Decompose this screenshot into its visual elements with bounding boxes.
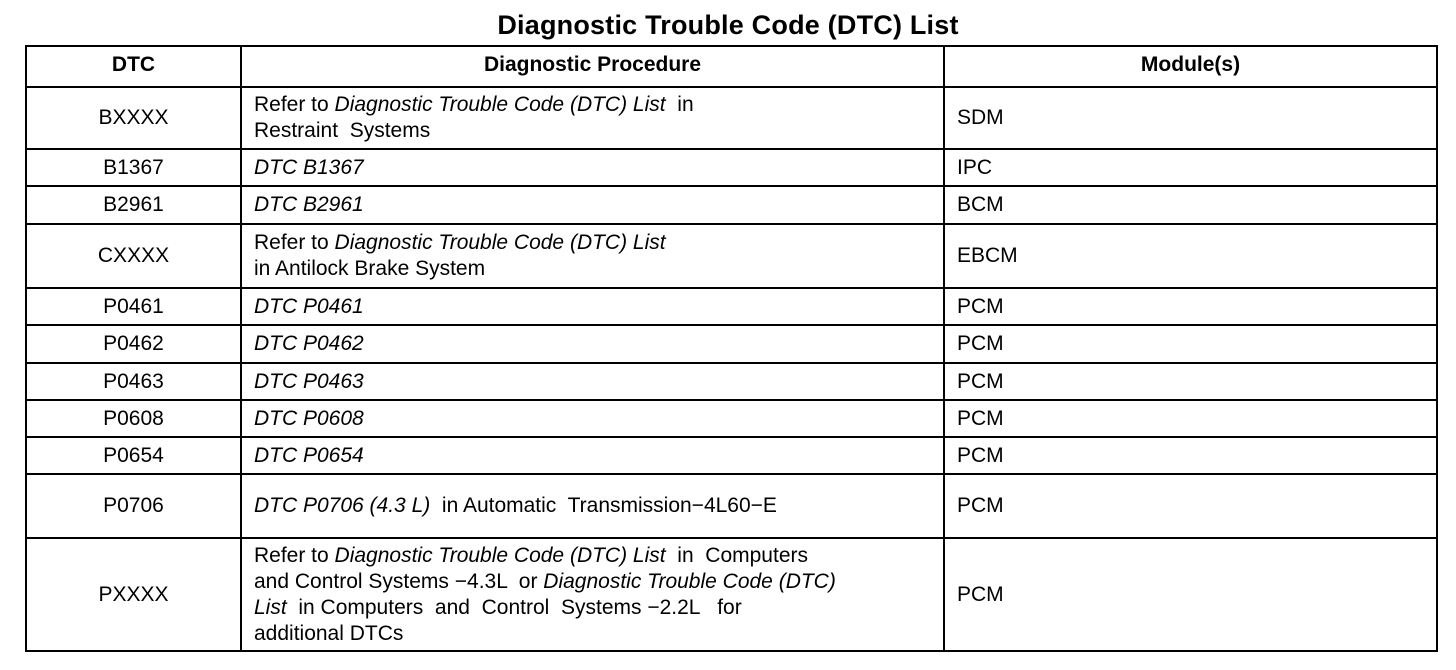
table-row xyxy=(26,87,1437,149)
procedure-text: Restraint Systems xyxy=(254,119,431,142)
dtc-code-cell: P0461 xyxy=(26,288,241,325)
diagnostic-procedure-cell xyxy=(241,538,944,651)
diagnostic-procedure-cell xyxy=(241,224,944,288)
dtc-code-cell: P0462 xyxy=(26,325,241,363)
diagnostic-procedure-cell xyxy=(241,400,944,437)
procedure-text: in Computers and Control Systems −2.2L for xyxy=(286,595,742,619)
diagnostic-procedure-cell xyxy=(241,437,944,474)
diagnostic-procedure-cell xyxy=(241,325,944,363)
module-cell: PCM xyxy=(944,437,1437,474)
procedure-reference-text: List xyxy=(254,595,287,619)
procedure-reference-text: DTC P0462 xyxy=(254,332,364,355)
table-row xyxy=(26,538,1437,651)
dtc-code-cell: B1367 xyxy=(26,149,241,186)
table-row xyxy=(26,474,1437,538)
dtc-code-cell: P0608 xyxy=(26,400,241,437)
table-row xyxy=(26,149,1437,186)
table-row xyxy=(26,288,1437,325)
module-cell: EBCM xyxy=(944,224,1437,288)
document-title: Diagnostic Trouble Code (DTC) List xyxy=(497,10,959,40)
diagnostic-procedure-cell xyxy=(241,363,944,400)
diagnostic-procedure-cell xyxy=(241,87,944,149)
table-row xyxy=(26,325,1437,363)
dtc-code-cell: P0654 xyxy=(26,437,241,474)
procedure-reference-text: DTC P0463 xyxy=(254,369,364,393)
procedure-text: Refer to xyxy=(254,231,335,254)
procedure-reference-text: DTC P0608 xyxy=(254,406,364,430)
module-cell: PCM xyxy=(944,538,1437,651)
procedure-reference-text: DTC P0461 xyxy=(254,294,364,318)
procedure-reference-text: DTC B1367 xyxy=(254,155,364,179)
module-cell: IPC xyxy=(944,149,1437,186)
procedure-reference-text: DTC P0654 xyxy=(254,443,364,467)
dtc-code-cell: B2961 xyxy=(26,186,241,224)
procedure-reference-text: Diagnostic Trouble Code (DTC) List xyxy=(334,93,666,116)
diagnostic-procedure-cell xyxy=(241,474,944,538)
procedure-text: Refer to xyxy=(254,93,335,116)
procedure-reference-text: DTC P0706 (4.3 L) xyxy=(254,494,431,517)
dtc-code-cell: P0706 xyxy=(26,474,241,538)
module-cell: SDM xyxy=(944,87,1437,149)
diagnostic-procedure-cell xyxy=(241,149,944,186)
dtc-code-cell: P0463 xyxy=(26,363,241,400)
procedure-reference-text: DTC B2961 xyxy=(254,193,364,216)
table-row xyxy=(26,224,1437,288)
module-cell: PCM xyxy=(944,363,1437,400)
table-row xyxy=(26,400,1437,437)
table-row xyxy=(26,186,1437,224)
header-diagnostic-procedure: Diagnostic Procedure xyxy=(241,46,944,87)
procedure-reference-text: Diagnostic Trouble Code (DTC) List xyxy=(334,543,666,567)
module-cell: PCM xyxy=(944,325,1437,363)
diagnostic-procedure-cell xyxy=(241,288,944,325)
procedure-text: in Computers xyxy=(665,543,808,567)
procedure-text: in Antilock Brake System xyxy=(254,257,486,280)
procedure-text: and Control Systems −4.3L or xyxy=(254,569,544,593)
table-row xyxy=(26,437,1437,474)
module-cell: BCM xyxy=(944,186,1437,224)
table-row xyxy=(26,363,1437,400)
dtc-code-cell: PXXXX xyxy=(26,538,241,651)
procedure-reference-text: Diagnostic Trouble Code (DTC) List xyxy=(334,231,666,254)
diagnostic-procedure-cell xyxy=(241,186,944,224)
dtc-code-cell: BXXXX xyxy=(26,87,241,149)
module-cell: PCM xyxy=(944,474,1437,538)
module-cell: PCM xyxy=(944,400,1437,437)
table-body xyxy=(26,87,1437,651)
procedure-text: in Automatic Transmission−4L60−E xyxy=(430,494,777,517)
procedure-reference-text: Diagnostic Trouble Code (DTC) xyxy=(543,569,836,593)
module-cell: PCM xyxy=(944,288,1437,325)
header-dtc: DTC xyxy=(26,46,241,87)
header-modules: Module(s) xyxy=(944,46,1437,87)
dtc-code-cell: CXXXX xyxy=(26,224,241,288)
procedure-text: Refer to xyxy=(254,543,335,567)
procedure-text: in xyxy=(665,93,694,116)
procedure-text: additional DTCs xyxy=(254,621,404,645)
dtc-table xyxy=(25,45,1438,652)
table-header-row xyxy=(26,46,1437,87)
